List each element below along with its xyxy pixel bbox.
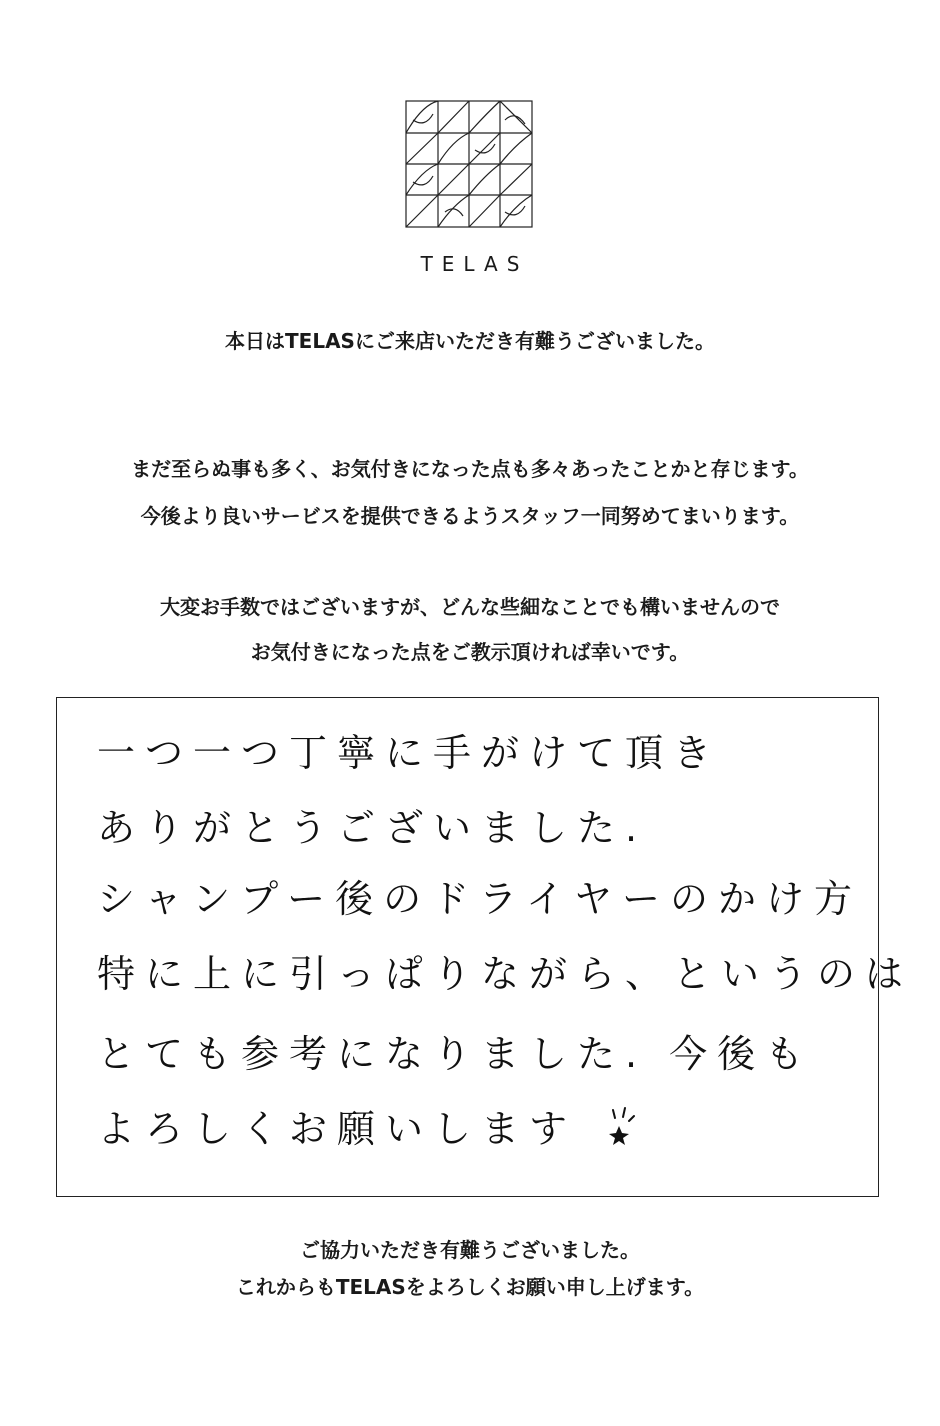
greeting-text: 本日はTELASにご来店いただき有難うございました。 bbox=[225, 329, 715, 353]
comment-line-6-text: よろしくお願いします bbox=[97, 1107, 578, 1151]
comment-line-1: 一つ一つ丁寧に手がけて頂き bbox=[97, 731, 722, 775]
brand-wordmark: TELAS bbox=[420, 252, 529, 276]
intro-line-1: まだ至らぬ事も多く、お気付きになった点も多々あったことかと存じます。 bbox=[131, 457, 809, 481]
comment-line-4: 特に上に引っぱりながら、というのは bbox=[97, 952, 914, 996]
closing-line-2: これからもTELASをよろしくお願い申し上げます。 bbox=[235, 1275, 705, 1299]
sparkle-star-icon bbox=[599, 1104, 639, 1148]
closing-line-1: ご協力いただき有難うございました。 bbox=[300, 1238, 640, 1262]
comment-line-6 bbox=[97, 1098, 639, 1153]
comment-line-3: シャンプー後のドライヤーのかけ方 bbox=[97, 877, 862, 921]
intro-line-2: 今後より良いサービスを提供できるようスタッフ一同努めてまいります。 bbox=[140, 504, 800, 528]
comment-line-5: とても参考になりました. 今後も bbox=[97, 1032, 814, 1076]
request-line-2: お気付きになった点をご教示頂ければ幸いです。 bbox=[250, 640, 690, 664]
comment-box bbox=[56, 697, 914, 1197]
comment-line-2: ありがとうございました. bbox=[97, 806, 648, 850]
request-line-1: 大変お手数ではございますが、どんな些細なことでも構いませんので bbox=[160, 595, 780, 619]
telas-logo bbox=[405, 100, 533, 228]
